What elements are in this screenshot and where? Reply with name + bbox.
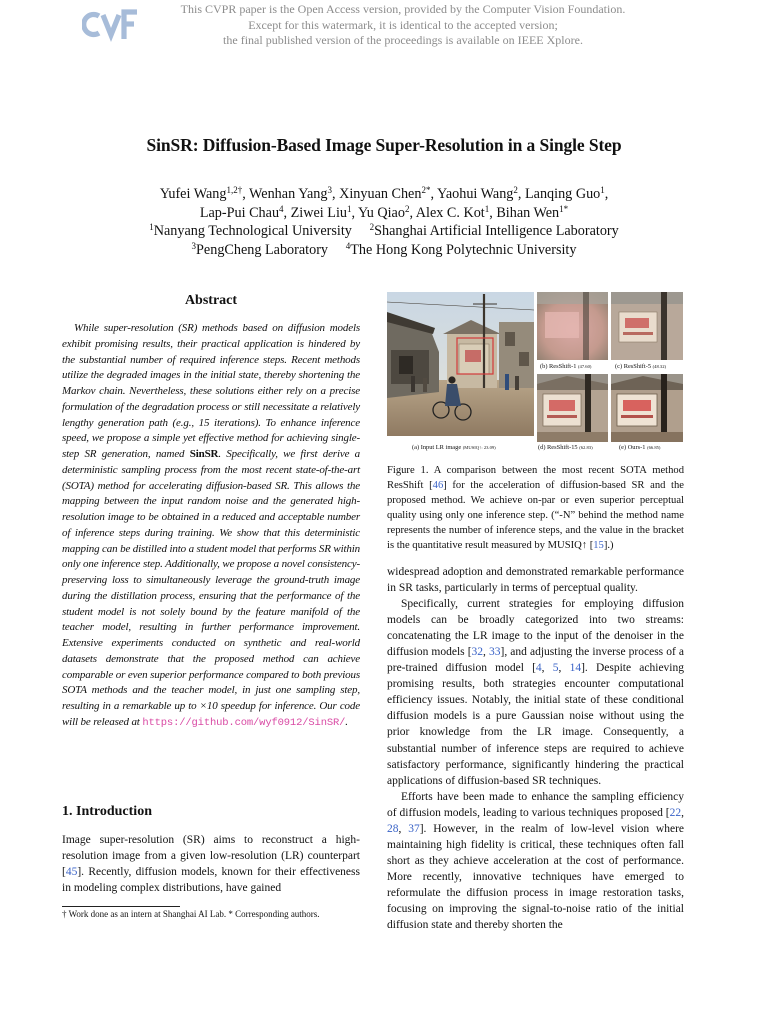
code-link[interactable]: https://github.com/wyf0912/SinSR/ <box>142 716 346 729</box>
author-line: Yufei Wang$^{1,2\dagger}$, Wenhan Yang$^3$, Xinyuan Chen$^{2*}$, Yaohui Wang$^2$, Lanqing Guo$^1$, <box>159 185 609 202</box>
citation-link[interactable]: 15 <box>593 540 604 551</box>
intro-paragraph: Image super-resolution (SR) aims to reconstruct a high-resolution image from a given low-resolution (LR) counterpart [45]. Recently, diffusion models, known for their effectiveness in modeling complex distributions, have gained <box>62 834 360 894</box>
watermark-line: This CVPR paper is the Open Access version, provided by the Computer Vision Foundation. <box>180 2 626 16</box>
body-paragraph: widespread adoption and demonstrated remarkable performance in SR tasks, particularly in terms of perceptual quality. <box>387 566 684 595</box>
figure-1 <box>387 292 683 458</box>
author-block <box>0 185 768 259</box>
resshift-15-crop <box>537 374 608 442</box>
input-lr-image <box>387 292 534 436</box>
citation-link[interactable]: 28 <box>387 822 399 835</box>
citation-link[interactable]: 32 <box>471 646 484 659</box>
caption-input-lr: (a) Input LR image (MUSIQ↑: 23.09) <box>412 444 496 451</box>
caption-resshift-15: (d) ResShift-15 (62.83) <box>538 444 593 451</box>
right-column-text <box>387 564 684 933</box>
author-line: Lap-Pui Chau$^4$, Ziwei Liu$^1$, Yu Qiao$^2$, Alex C. Kot$^1$, Bihan Wen$^{1*}$ <box>199 203 569 221</box>
caption-resshift-1: (b) ResShift-1 (47.60) <box>540 363 592 370</box>
affiliation-line: $^1$Nanyang Technological University $^2$Shanghai Artificial Intelligence Laboratory <box>149 222 619 239</box>
citation-link[interactable]: 14 <box>569 662 582 675</box>
method-name: SinSR <box>189 448 219 460</box>
footnote: † Work done as an intern at Shanghai AI Lab. * Corresponding authors. <box>62 909 320 919</box>
citation-link[interactable]: 5 <box>552 662 559 675</box>
paper-title: SinSR: Diffusion-Based Image Super-Resolution in a Single Step <box>146 135 622 155</box>
abstract-text: While super-resolution (SR) methods based on diffusion models exhibit promising results, their practical application is hindered by the substantial number of required inference steps. Recent methods utilize the degraded images in the initial state, thereby shortening the Markov chain. Nevertheless, these solutions either rely on a precise formulation of the degradation process or still necessitate a relatively lengthy generation path (e.g., 15 iterations). To enhance inference speed, we propose a simple yet effective method for achieving single-step SR generation, named SinSR. Specifically, we first derive a deterministic sampling process from the most recent state-of-the-art (SOTA) method for accelerating diffusion-based SR. This allows the mapping between the input random noise and the generated high-resolution image to be obtained in a reduced and acceptable number of inference steps during training. We show that this deterministic mapping can be distilled into a student model that performs SR within only one inference step. Additionally, we propose a novel consistency-preserving loss to simultaneously leverage the ground-truth image during the distillation process, ensuring that the performance of the student model is not solely bound by the feature manifold of the teacher model, resulting in further performance improvement. Extensive experiments conducted on synthetic and real-world datasets demonstrate that the proposed method can achieve comparable or even superior performance compared to both previous SOTA methods and the teacher model, in just one sampling step, resulting in a remarkable up to ×10 speedup for inference. Our code will be released at https://github.com/wyf0912/SinSR/. <box>62 322 361 729</box>
resshift-1-crop <box>537 292 608 360</box>
citation-link[interactable]: 22 <box>669 806 682 819</box>
body-paragraph: Efforts have been made to enhance the sampling efficiency of diffusion models, leading to various techniques proposed [22, 28, 37]. However, in the realm of low-level vision where maintaining high fidelity is critical, these techniques often fall short as they achieve acceleration at the cost of performance. More recently, innovative techniques have emerged to reformulate the diffusion process in image restoration tasks, focusing on improving the signal-to-noise ratio of the initial diffusion state and thereby shorten the <box>387 790 685 932</box>
watermark-line: Except for this watermark, it is identical to the accepted version; <box>248 17 558 32</box>
caption-resshift-5: (c) ResShift-5 (48.32) <box>615 363 667 370</box>
citation-link[interactable]: 46 <box>432 480 444 491</box>
citation-link[interactable]: 37 <box>408 822 420 835</box>
citation-link[interactable]: 4 <box>535 662 542 675</box>
body-paragraph: Specifically, current strategies for employing diffusion models can be broadly categorized into two streams: concatenating the LR image to the input of the denoiser in the diffusion models [32, 33], and adjusting the inverse process of a pre-trained diffusion model [4, 5, 14]. Despite achieving promising results, both strategies encounter computational efficiency issues. Notably, the initial state of these conditional diffusion models is a pure Gaussian noise without using the prior knowledge from the LR image. Consequently, a substantial number of inference steps are required to achieve satisfactory performance, significantly hindering the practical applications of diffusion-based SR techniques. <box>387 598 685 787</box>
figure-1-caption: Figure 1. A comparison between the most recent SOTA method ResShift [46] for the acceleration of diffusion-based SR and the proposed method. We achieve on-par or even superior perceptual quality using only one inference step. (“-N” behind the method name represents the number of inference steps, and the value in the bracket is the quantitative result measured by MUSIQ↑ [15].) <box>387 465 685 551</box>
abstract-heading: Abstract <box>184 293 238 308</box>
citation-link[interactable]: 33 <box>489 646 501 659</box>
watermark-line: the final published version of the proceedings is available on IEEE Xplore. <box>223 33 583 47</box>
affiliation-line: $^3$PengCheng Laboratory $^4$The Hong Kong Polytechnic University <box>191 240 577 258</box>
cvf-watermark <box>0 2 768 49</box>
citation-link[interactable]: 45 <box>65 866 78 878</box>
footnote-rule <box>62 906 180 907</box>
caption-ours-1: (e) Ours-1 (66.85) <box>619 444 661 451</box>
section-heading-introduction: 1. Introduction <box>62 804 152 819</box>
resshift-5-crop <box>611 292 683 360</box>
ours-1-crop <box>611 374 683 442</box>
